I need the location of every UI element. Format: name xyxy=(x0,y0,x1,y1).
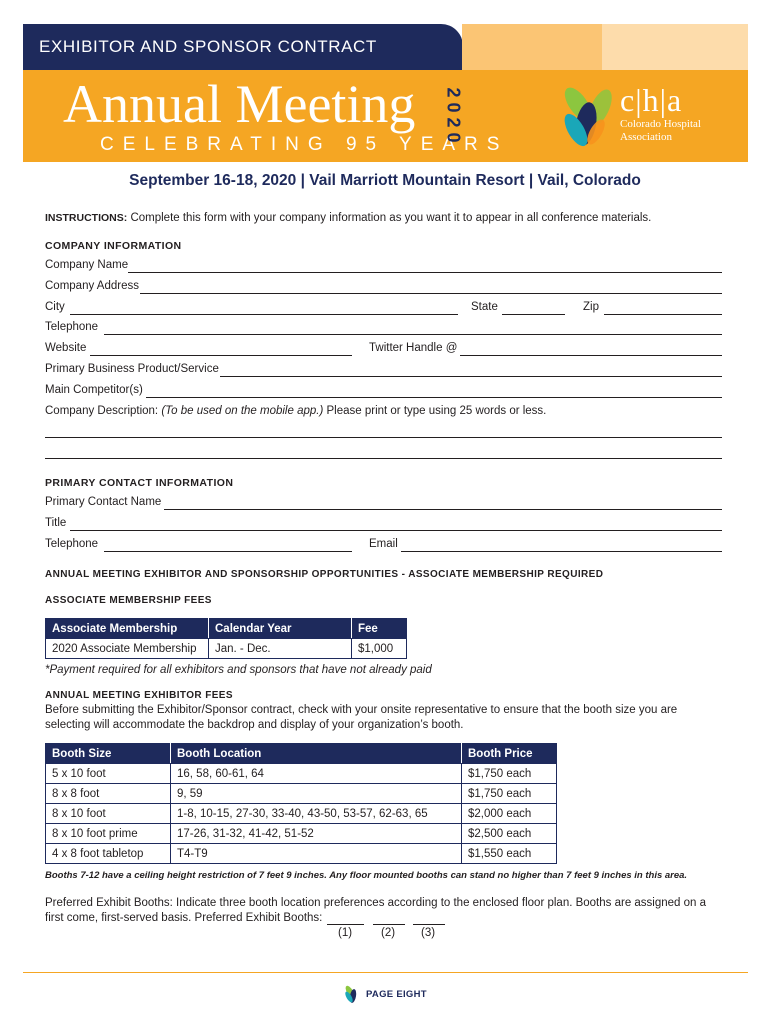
membership-table-header xyxy=(46,619,407,639)
contact-title-field[interactable] xyxy=(70,530,722,531)
year-text: 2020 xyxy=(443,86,464,148)
booth-size-cell: 4 x 8 foot tabletop xyxy=(46,844,171,864)
booth-location-cell: 1-8, 10-15, 27-30, 33-40, 43-50, 53-57, 62-63, 65 xyxy=(171,804,462,824)
page-subtitle: CELEBRATING 95 YEARS xyxy=(100,134,509,155)
booth-price-cell: $2,500 each xyxy=(462,824,557,844)
membership-fees-table xyxy=(45,618,407,659)
cha-leaf-small-icon xyxy=(344,984,360,1004)
telephone-field[interactable] xyxy=(104,334,722,335)
preferred-line1: Preferred Exhibit Booths: Indicate three booth location preferences according to the enclosed floor plan. Booths are assigned on a xyxy=(45,897,707,909)
zip-label: Zip xyxy=(583,301,599,313)
website-label: Website xyxy=(45,342,87,354)
contact-email-field[interactable] xyxy=(401,551,722,552)
city-label: City xyxy=(45,301,65,313)
contact-email-label: Email xyxy=(369,538,398,550)
membership-fees-heading: ASSOCIATE MEMBERSHIP FEES xyxy=(45,595,212,606)
contract-banner-text: EXHIBITOR AND SPONSOR CONTRACT xyxy=(39,37,377,56)
cha-logo-org-line1: Colorado Hospital xyxy=(620,118,701,130)
cha-logo-org-line2: Association xyxy=(620,131,672,143)
exhibitor-intro-line1: Before submitting the Exhibitor/Sponsor contract, check with your onsite representative to ensure that the booth size you are xyxy=(45,704,678,716)
instructions xyxy=(45,212,651,224)
preferred-booth-3-field[interactable] xyxy=(413,924,445,925)
state-field[interactable] xyxy=(502,314,565,315)
competitors-label: Main Competitor(s) xyxy=(45,384,143,396)
contact-name-label: Primary Contact Name xyxy=(45,496,162,508)
footer-divider xyxy=(23,972,748,973)
year-vertical xyxy=(433,76,473,158)
membership-cell: 2020 Associate Membership xyxy=(46,639,209,659)
booth-location-cell: T4-T9 xyxy=(171,844,462,864)
exhibitor-fees-heading: ANNUAL MEETING EXHIBITOR FEES xyxy=(45,690,233,701)
exhibitor-intro-line2: selecting will accommodate the backdrop and display of your organization’s booth. xyxy=(45,719,464,731)
membership-note: *Payment required for all exhibitors and sponsors that have not already paid xyxy=(45,664,432,676)
cha-logo xyxy=(620,82,701,144)
description-field-line2[interactable] xyxy=(45,458,722,459)
calendar-year-col-header: Calendar Year xyxy=(209,619,352,639)
booth-location-cell: 16, 58, 60-61, 64 xyxy=(171,764,462,784)
company-address-field[interactable] xyxy=(140,293,722,294)
twitter-label: Twitter Handle @ xyxy=(369,342,458,354)
exhibitor-fees-table xyxy=(45,743,557,864)
preferred-line2: first come, first-served basis. Preferred Exhibit Booths: xyxy=(45,912,323,924)
twitter-field[interactable] xyxy=(460,355,722,356)
footer xyxy=(344,984,427,1004)
state-label: State xyxy=(471,301,498,313)
page-number: PAGE EIGHT xyxy=(366,988,427,1000)
description-label xyxy=(45,405,546,417)
competitors-field[interactable] xyxy=(146,397,722,398)
instructions-text: Complete this form with your company information as you want it to appear in all conference materials. xyxy=(127,212,652,224)
description-note: (To be used on the mobile app.) xyxy=(161,405,324,417)
booth-size-cell: 8 x 10 foot xyxy=(46,804,171,824)
description-rest: Please print or type using 25 words or less. xyxy=(323,405,547,417)
booth-location-cell: 17-26, 31-32, 41-42, 51-52 xyxy=(171,824,462,844)
opportunities-heading: ANNUAL MEETING EXHIBITOR AND SPONSORSHIP OPPORTUNITIES - ASSOCIATE MEMBERSHIP REQUIRED xyxy=(45,569,604,580)
exhibitor-table-header xyxy=(46,744,557,764)
preferred-choice-3-label: (3) xyxy=(421,927,436,939)
company-name-field[interactable] xyxy=(128,272,722,273)
preferred-choice-1-label: (1) xyxy=(338,927,353,939)
cha-leaf-logo-icon xyxy=(560,80,616,160)
contact-telephone-field[interactable] xyxy=(104,551,352,552)
booth-size-cell: 8 x 10 foot prime xyxy=(46,824,171,844)
booth-size-col-header: Booth Size xyxy=(46,744,171,764)
preferred-booth-1-field[interactable] xyxy=(327,924,364,925)
product-label: Primary Business Product/Service xyxy=(45,363,219,375)
company-name-label: Company Name xyxy=(45,259,129,271)
booth-size-cell: 8 x 8 foot xyxy=(46,784,171,804)
fee-cell: $1,000 xyxy=(352,639,407,659)
booth-location-cell: 9, 59 xyxy=(171,784,462,804)
description-field-line1[interactable] xyxy=(45,437,722,438)
description-label-text: Company Description: xyxy=(45,405,162,417)
company-address-label: Company Address xyxy=(45,280,139,292)
preferred-choice-2-label: (2) xyxy=(381,927,396,939)
cha-logo-letters: c|h|a xyxy=(620,82,683,118)
instructions-label: INSTRUCTIONS: xyxy=(45,212,128,224)
product-field[interactable] xyxy=(220,376,722,377)
table-row xyxy=(46,804,557,824)
contact-title-label: Title xyxy=(45,517,67,529)
contract-banner xyxy=(23,24,463,70)
preferred-booth-2-field[interactable] xyxy=(373,924,405,925)
fee-col-header: Fee xyxy=(352,619,407,639)
membership-col-header: Associate Membership xyxy=(46,619,209,639)
event-details: September 16-18, 2020 | Vail Marriott Mountain Resort | Vail, Colorado xyxy=(129,172,641,189)
booth-price-cell: $1,750 each xyxy=(462,784,557,804)
contact-name-field[interactable] xyxy=(164,509,722,510)
booth-price-col-header: Booth Price xyxy=(462,744,557,764)
booth-size-cell: 5 x 10 foot xyxy=(46,764,171,784)
table-row xyxy=(46,824,557,844)
primary-contact-heading: PRIMARY CONTACT INFORMATION xyxy=(45,477,234,489)
table-row xyxy=(46,764,557,784)
zip-field[interactable] xyxy=(604,314,722,315)
website-field[interactable] xyxy=(90,355,352,356)
table-row xyxy=(46,844,557,864)
page-title: Annual Meeting xyxy=(63,74,416,134)
table-row xyxy=(46,639,407,659)
telephone-label: Telephone xyxy=(45,321,99,333)
ceiling-restriction-note: Booths 7-12 have a ceiling height restriction of 7 feet 9 inches. Any floor mounted booths can stand no higher than 7 feet 9 inches in this area. xyxy=(45,870,688,881)
city-field[interactable] xyxy=(70,314,458,315)
table-row xyxy=(46,784,557,804)
calendar-year-cell: Jan. - Dec. xyxy=(209,639,352,659)
booth-price-cell: $1,550 each xyxy=(462,844,557,864)
company-info-heading: COMPANY INFORMATION xyxy=(45,240,182,252)
booth-price-cell: $1,750 each xyxy=(462,764,557,784)
contact-telephone-label: Telephone xyxy=(45,538,99,550)
booth-price-cell: $2,000 each xyxy=(462,804,557,824)
header-accent xyxy=(462,24,748,70)
booth-location-col-header: Booth Location xyxy=(171,744,462,764)
